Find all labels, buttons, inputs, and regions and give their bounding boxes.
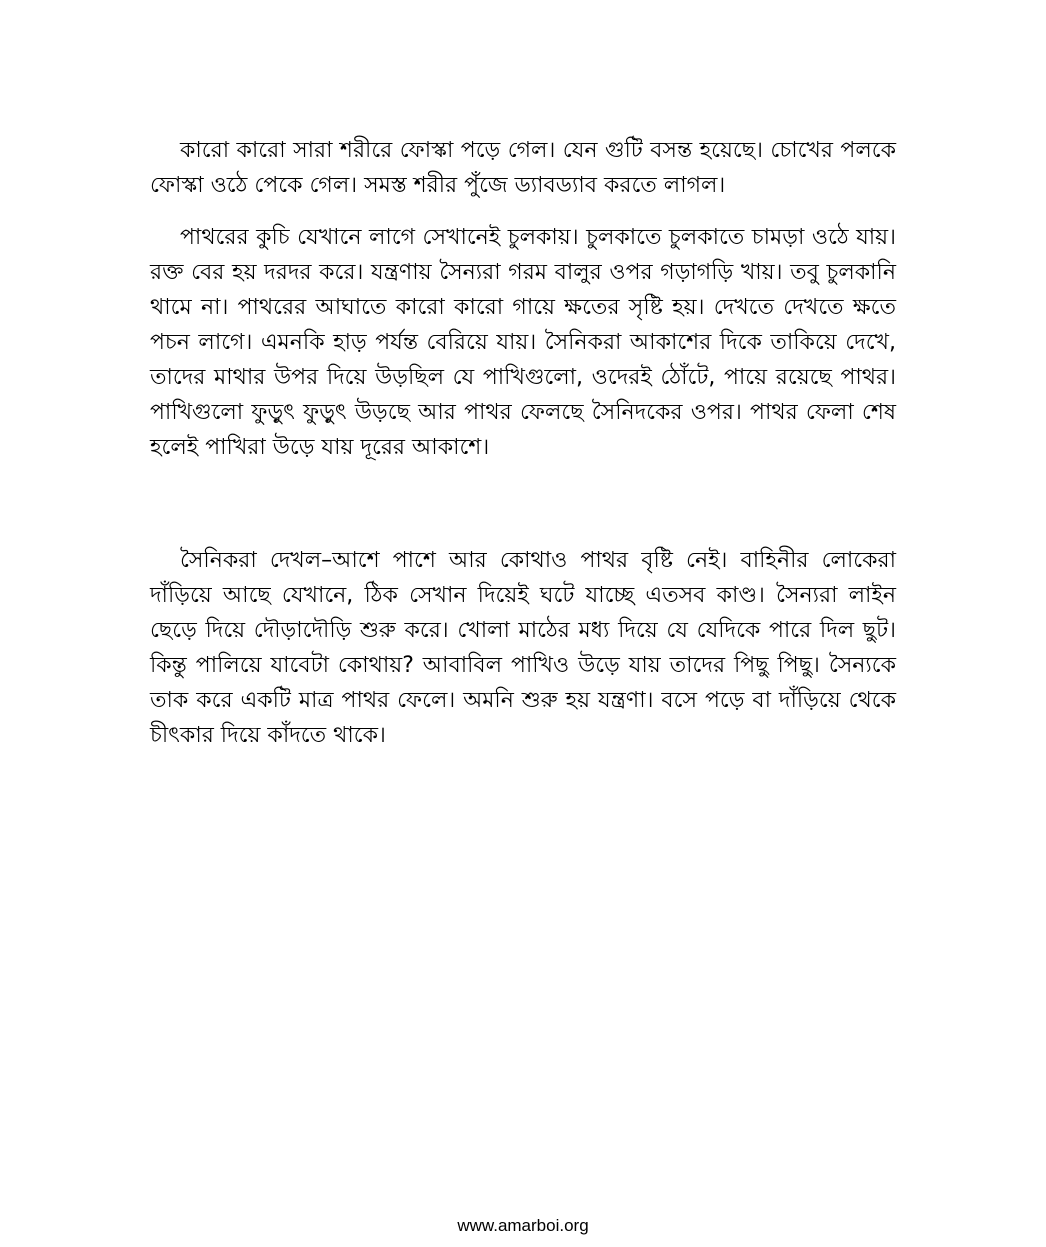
paragraph-1: কারো কারো সারা শরীরে ফোস্কা পড়ে গেল। যেন গুটি বসন্ত হয়েছে। চোখের পলকে ফোস্কা ওঠে পেকে গেল। সমস্ত শরীর পুঁজে ড্যাবড্যাব করতে লাগল। <box>150 138 896 198</box>
paragraph-2: পাথরের কুচি যেখানে লাগে সেখানেই চুলকায়। চুলকাতে চুলকাতে চামড়া ওঠে যায়। রক্ত বের হয় দরদর করে। যন্ত্রণায় সৈন্যরা গরম বালুর ওপর গড়াগড়ি খায়। তবু চুলকানি থামে না। পাথরের আঘাতে কারো কারো গায়ে ক্ষতের সৃষ্টি হয়। দেখতে দেখতে ক্ষতে পচন লাগে। এমনকি হাড় পর্যন্ত বেরিয়ে যায়। সৈনিকরা আকাশের দিকে তাকিয়ে দেখে, তাদের মাথার উপর দিয়ে উড়ছিল যে পাখিগুলো, ওদেরই ঠোঁটে, পায়ে রয়েছে পাথর। পাখিগুলো ফুড়ুৎ ফুড়ুৎ উড়ছে আর পাথর ফেলছে সৈনিদকের ওপর। পাথর ফেলা শেষ হলেই পাখিরা উড়ে যায় দূরের আকাশে। <box>150 225 896 460</box>
footer-url: www.amarboi.org <box>457 1216 589 1235</box>
paragraph-3: সৈনিকরা দেখল–আশে পাশে আর কোথাও পাথর বৃষ্টি নেই। বাহিনীর লোকেরা দাঁড়িয়ে আছে যেখানে, ঠিক সেখান দিয়েই ঘটে যাচ্ছে এতসব কাণ্ড। সৈন্যরা লাইন ছেড়ে দিয়ে দৌড়াদৌড়ি শুরু করে। খোলা মাঠের মধ্য দিয়ে যে যেদিকে পারে দিল ছুট। কিন্তু পালিয়ে যাবেটা কোথায়? আবাবিল পাখিও উড়ে যায় তাদের পিছু পিছু। সৈন্যকে তাক করে একটি মাত্র পাথর ফেলে। অমনি শুরু হয় যন্ত্রণা। বসে পড়ে বা দাঁড়িয়ে থেকে চীৎকার দিয়ে কাঁদতে থাকে। <box>150 548 896 748</box>
